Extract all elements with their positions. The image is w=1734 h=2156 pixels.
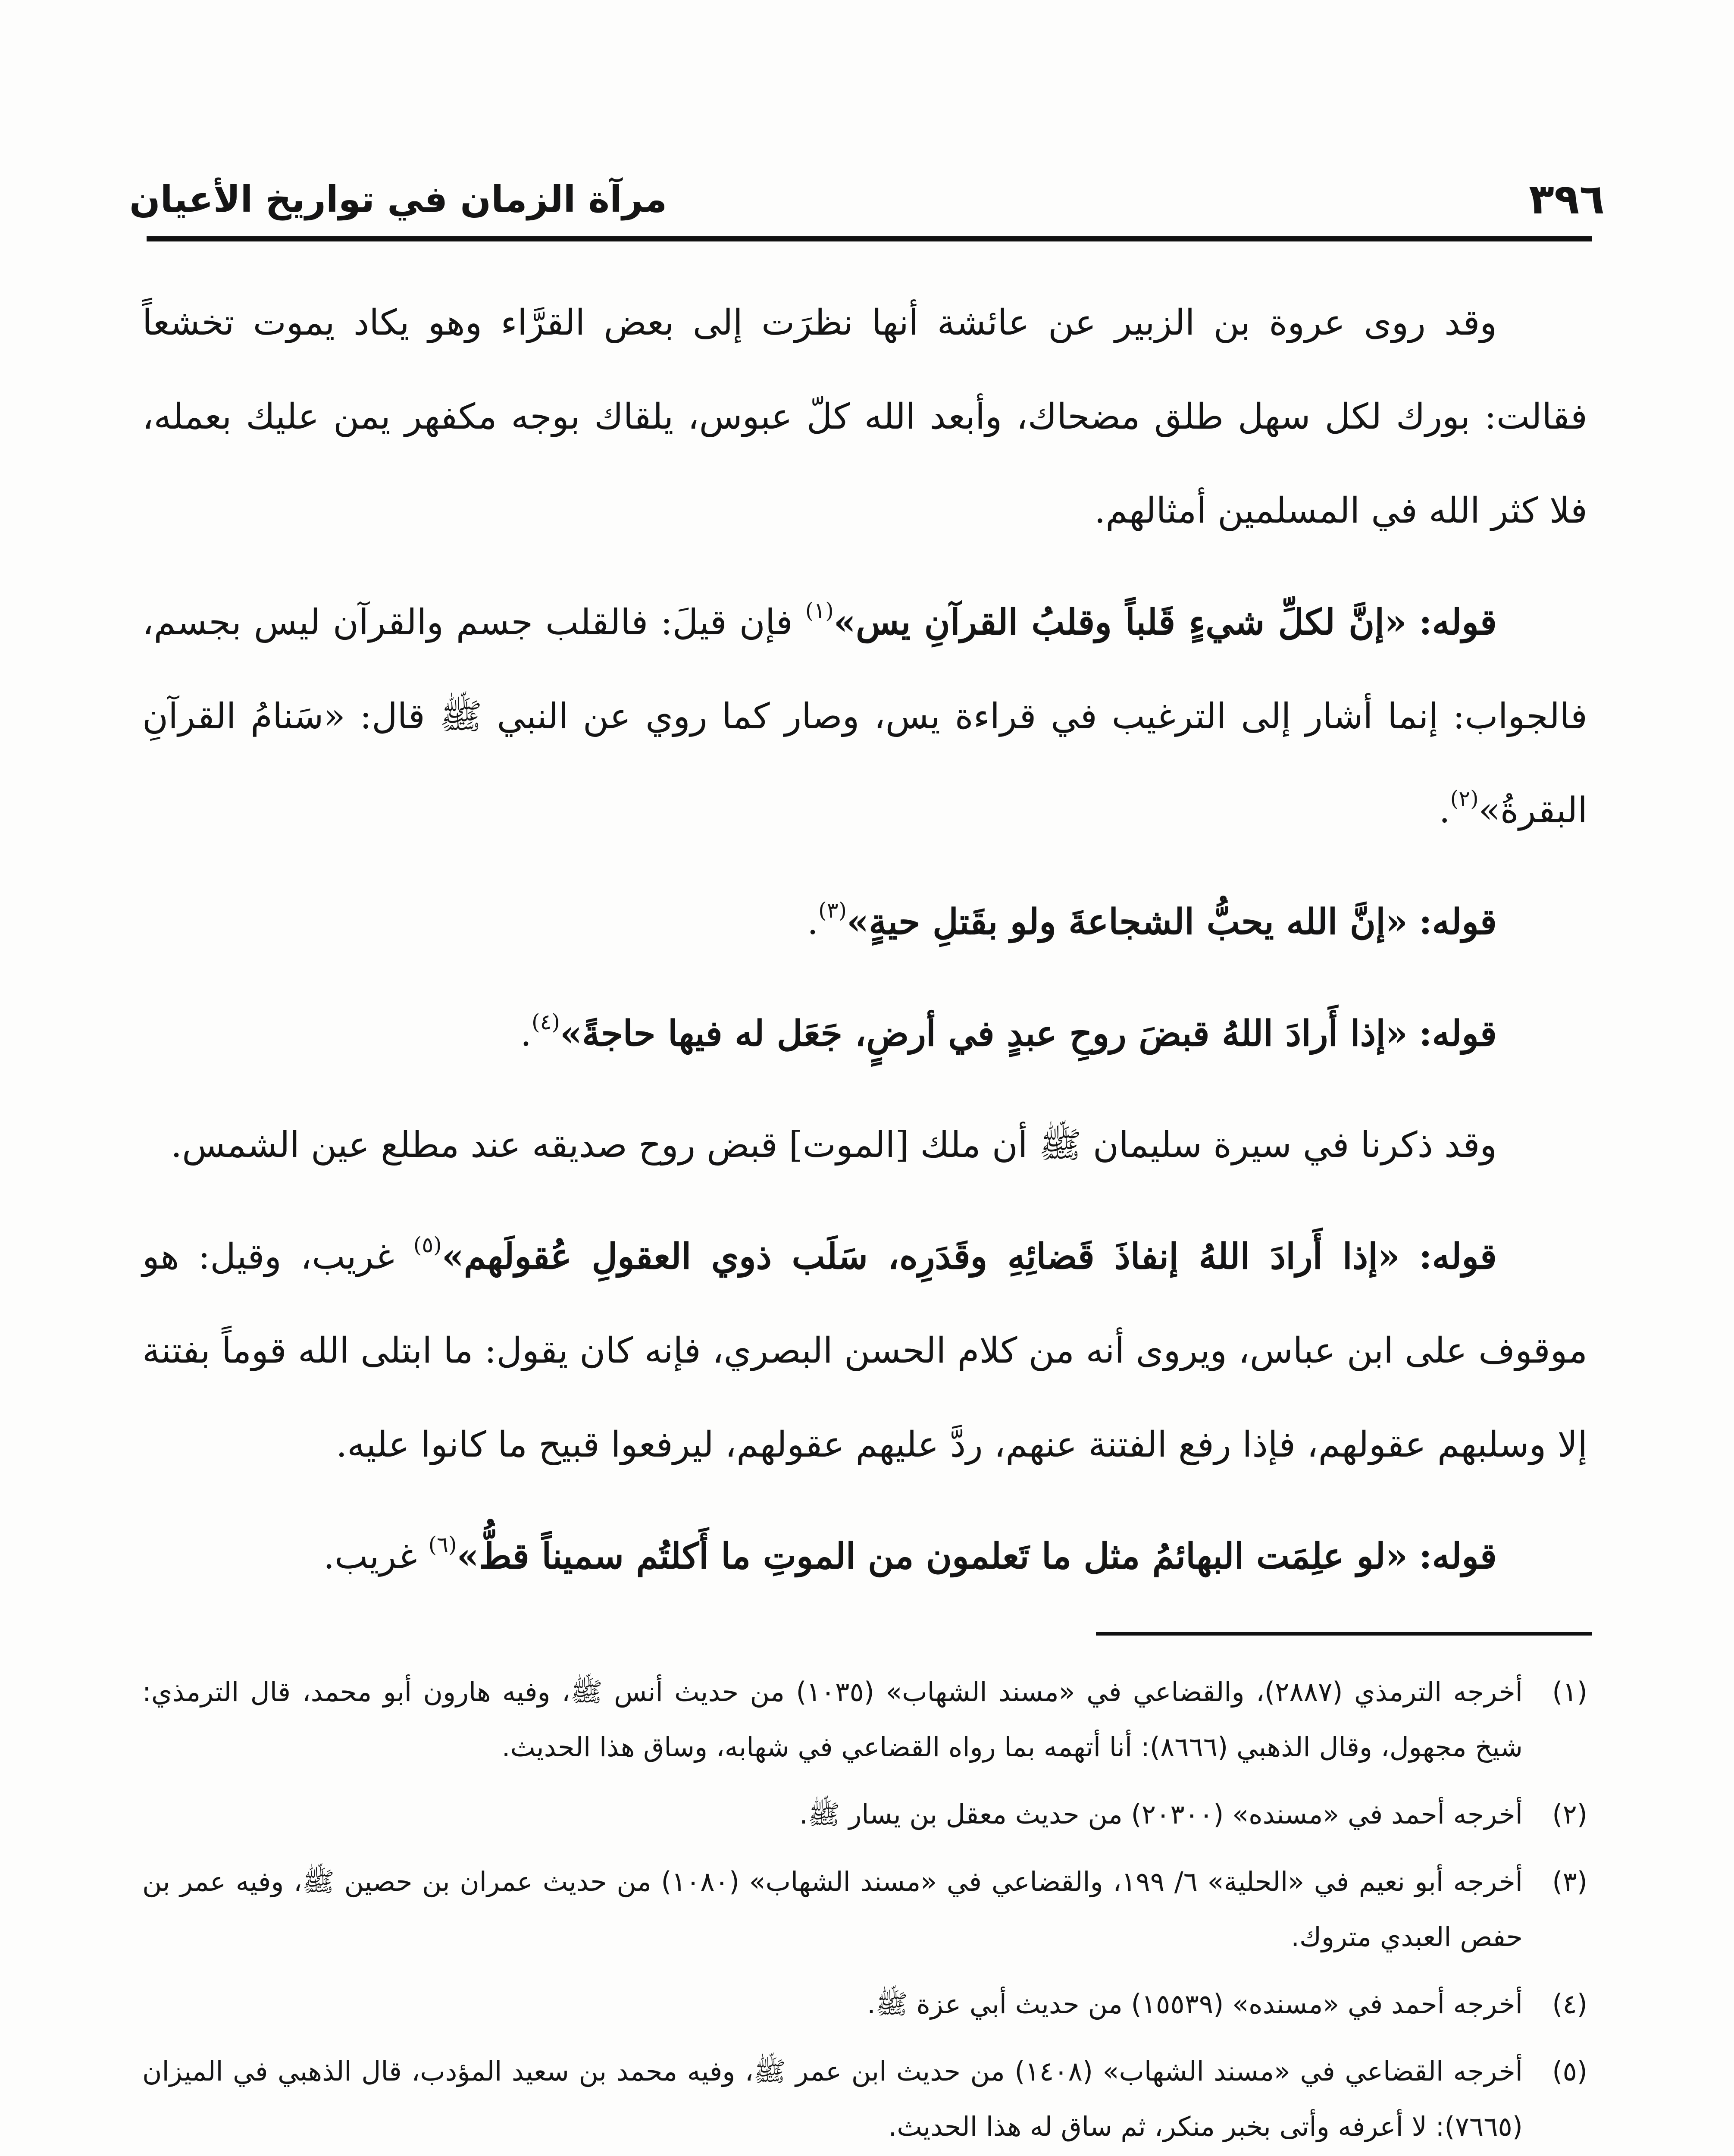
footnote-text: أخرجه أحمد في «مسنده» (١٥٥٣٩) من حديث أبي عزة ﷺ. bbox=[867, 1988, 1523, 2020]
paragraph-label: قوله: bbox=[1419, 602, 1497, 643]
footnote-number: (١) bbox=[1552, 1676, 1587, 1708]
footnote-item bbox=[142, 1787, 1587, 1842]
hadith-quote: «لو علِمَت البهائمُ مثل ما تَعلمون من الموتِ ما أَكلتُم سميناً قطُّ» bbox=[457, 1536, 1408, 1577]
footnote-rule bbox=[1096, 1632, 1592, 1636]
footnote-marker[interactable]: (١) bbox=[805, 598, 834, 623]
footnote-marker[interactable]: (٥) bbox=[413, 1232, 442, 1257]
paragraph-text: غريب، وقيل: هو موقوف على ابن عباس، ويروى أنه من كلام الحسن البصري، فإنه كان يقول: ما ابتلى الله قوماً بفتنة إلا وسلبهم عقولهم، فإذا رفع الفتنة عنهم، ردَّ عليهم عقولهم، ليرفعوا قبيح ما كانوا عليه. bbox=[142, 1236, 1587, 1465]
header-rule bbox=[147, 236, 1592, 241]
footnote-text: أخرجه القضاعي في «مسند الشهاب» (١٤٠٨) من حديث ابن عمر ﷺ، وفيه محمد بن سعيد المؤدب، قال الذهبي في الميزان (٧٦٦٥): لا أعرفه وأتى بخبر منكر، ثم ساق له هذا الحديث. bbox=[142, 2056, 1523, 2142]
paragraph-text: . bbox=[807, 902, 819, 943]
paragraph-text: . bbox=[520, 1013, 532, 1054]
paragraph-label: قوله: bbox=[1419, 1536, 1497, 1577]
footnotes bbox=[142, 1664, 1587, 2156]
paragraph bbox=[142, 987, 1587, 1081]
footnote-number: (٣) bbox=[1552, 1866, 1587, 1897]
paragraph-label: قوله: bbox=[1419, 901, 1497, 943]
footnote-number: (٥) bbox=[1552, 2056, 1587, 2087]
paragraph-text: فإن قيلَ: فالقلب جسم والقرآن ليس بجسم، فالجواب: إنما أشار إلى الترغيب في قراءة يس، وصار كما روي عن النبي ﷺ قال: «سَنامُ القرآنِ البقرةُ» bbox=[142, 602, 1587, 831]
footnote-marker[interactable]: (٢) bbox=[1450, 786, 1479, 811]
paragraph-label: قوله: bbox=[1419, 1236, 1497, 1277]
main-text bbox=[142, 276, 1587, 1604]
footnote-text: أخرجه أبو نعيم في «الحلية» ٦/ ١٩٩، والقضاعي في «مسند الشهاب» (١٠٨٠) من حديث عمران بن حصين ﷺ، وفيه عمر بن حفص العبدي متروك. bbox=[142, 1866, 1523, 1952]
footnote-text: أخرجه أحمد في «مسنده» (٢٠٣٠٠) من حديث معقل بن يسار ﷺ. bbox=[799, 1799, 1523, 1830]
page-header bbox=[129, 142, 1605, 229]
paragraph bbox=[142, 1210, 1587, 1492]
running-title: مرآة الزمان في تواريخ الأعيان bbox=[129, 178, 667, 220]
footnote-item bbox=[142, 1664, 1587, 1775]
footnote-marker[interactable]: (٤) bbox=[531, 1009, 560, 1034]
hadith-quote: «إنَّ الله يحبُّ الشجاعةَ ولو بقَتلِ حيةٍ» bbox=[846, 901, 1408, 943]
footnote-marker[interactable]: (٣) bbox=[818, 898, 847, 923]
footnote-text: أخرجه الترمذي (٢٨٨٧)، والقضاعي في «مسند الشهاب» (١٠٣٥) من حديث أنس ﷺ، وفيه هارون أبو محمد، قال الترمذي: شيخ مجهول، وقال الذهبي (٨٦٦٦): أنا أتهمه بما رواه القضاعي في شهابه، وساق هذا الحديث. bbox=[142, 1676, 1523, 1763]
footnote-item bbox=[142, 2044, 1587, 2154]
footnote-marker[interactable]: (٦) bbox=[428, 1532, 457, 1557]
paragraph bbox=[142, 1098, 1587, 1192]
paragraph bbox=[142, 575, 1587, 858]
page-number: ٣٩٦ bbox=[1529, 175, 1605, 223]
paragraph bbox=[142, 1509, 1587, 1604]
paragraph-label: قوله: bbox=[1419, 1013, 1497, 1054]
footnote-number: (٢) bbox=[1552, 1799, 1587, 1830]
footnote-number: (٤) bbox=[1552, 1988, 1587, 2020]
paragraph-tail: . bbox=[1439, 790, 1450, 831]
footnote-item bbox=[142, 1854, 1587, 1965]
paragraph bbox=[142, 875, 1587, 969]
footnote-item bbox=[142, 1977, 1587, 2032]
paragraph bbox=[142, 276, 1587, 558]
hadith-quote: «إذا أَرادَ اللهُ قبضَ روحِ عبدٍ في أرضٍ، جَعَل له فيها حاجةً» bbox=[560, 1013, 1408, 1054]
hadith-quote: «إذا أَرادَ اللهُ إنفاذَ قَضائِهِ وقَدَرِه، سَلَب ذوي العقولِ عُقولَهم» bbox=[441, 1236, 1400, 1277]
hadith-quote: «إنَّ لكلِّ شيءٍ قَلباً وقلبُ القرآنِ يس» bbox=[833, 602, 1407, 643]
paragraph-text: غريب. bbox=[323, 1536, 429, 1577]
paragraph-text: وقد ذكرنا في سيرة سليمان ﷺ أن ملك [الموت] قبض روح صديقه عند مطلع عين الشمس. bbox=[171, 1125, 1497, 1166]
paragraph-text: وقد روى عروة بن الزبير عن عائشة أنها نظرَت إلى بعض القرَّاء وهو يكاد يموت تخشعاً فقالت: بورك لكل سهل طلق مضحاك، وأبعد الله كلّ عبوس، يلقاك بوجه مكفهر يمن عليك بعمله، فلا كثر الله في المسلمين أمثالهم. bbox=[142, 302, 1587, 531]
